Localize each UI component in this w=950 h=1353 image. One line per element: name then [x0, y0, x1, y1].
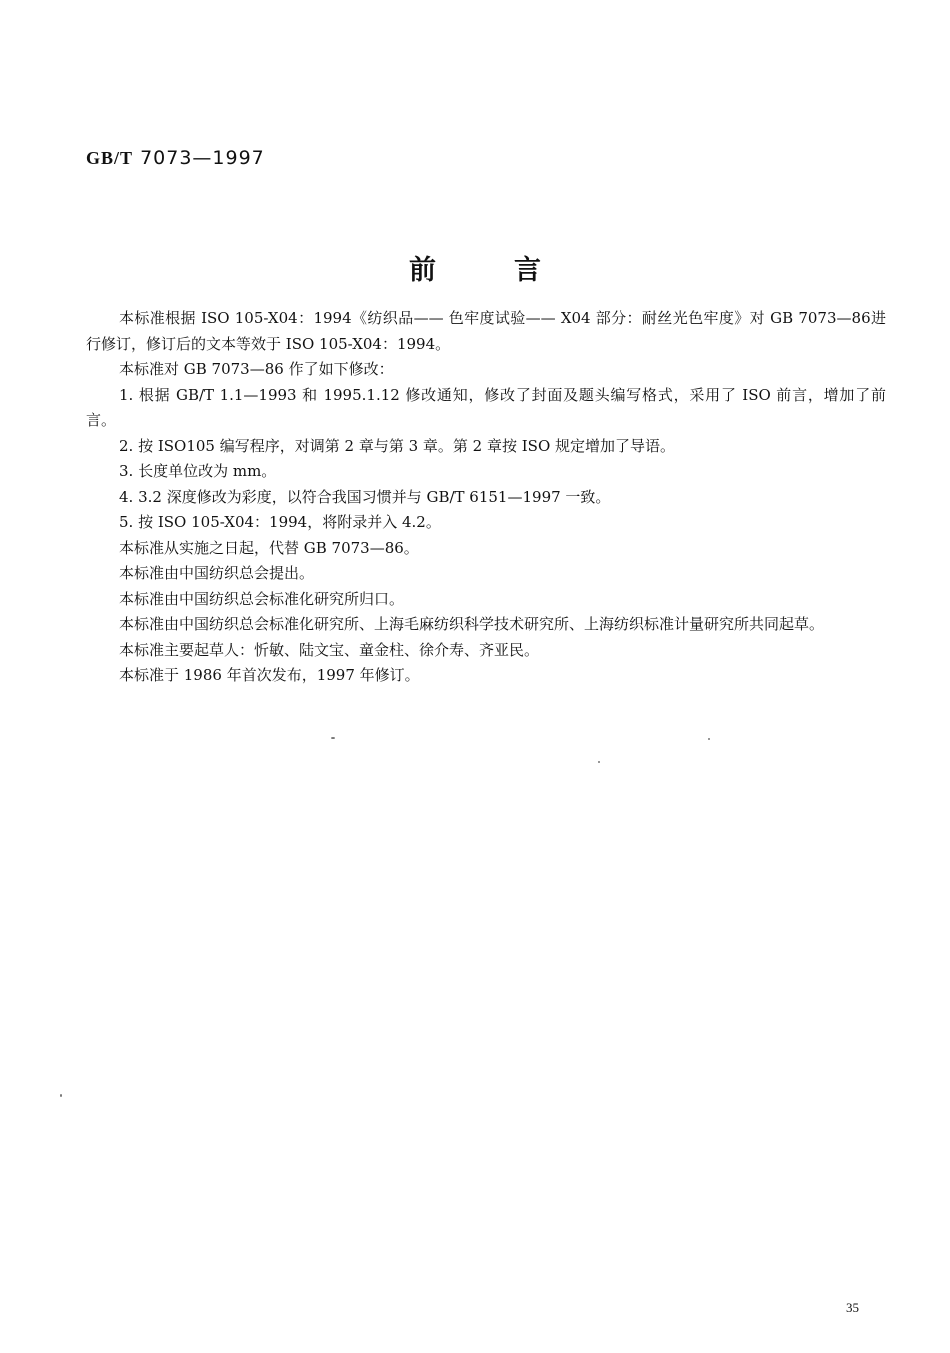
standard-prefix: GB/T [86, 148, 134, 168]
paragraph-change-4: 4. 3.2 深度修改为彩度，以符合我国习惯并与 GB/T 6151—1997 一致。 [119, 487, 611, 506]
paragraph-change-2: 2. 按 ISO105 编写程序，对调第 2 章与第 3 章。第 2 章按 ISO 规定增加了导语。 [119, 436, 676, 455]
scan-speck [598, 761, 600, 763]
standard-number [86, 147, 265, 169]
scan-speck [331, 737, 335, 739]
paragraph-drafters: 本标准主要起草人：忻敏、陆文宝、童金柱、徐介寿、齐亚民。 [119, 640, 540, 659]
paragraph-change-5: 5. 按 ISO 105-X04：1994，将附录并入 4.2。 [119, 513, 441, 531]
foreword-body [86, 306, 886, 689]
page-title: 前言 [409, 255, 619, 286]
paragraph-basis: 本标准根据 ISO 105-X04：1994《纺织品—— 色牢度试验—— X04 部分：耐丝光色牢度》对 GB 7073—86进行修订，修订后的文本等效于 ISO 105-X04：1994。 [86, 309, 886, 353]
paragraph-changes-intro: 本标准对 GB 7073—86 作了如下修改： [119, 360, 394, 378]
scan-speck [60, 1094, 62, 1097]
paragraph-administered-by: 本标准由中国纺织总会标准化研究所归口。 [119, 589, 405, 608]
paragraph-replaces: 本标准从实施之日起，代替 GB 7073—86。 [119, 538, 419, 557]
standard-code: 7073—1997 [140, 147, 265, 169]
paragraph-change-1: 1. 根据 GB/T 1.1—1993 和 1995.1.12 修改通知，修改了封面及题头编写格式，采用了 ISO 前言，增加了前言。 [86, 385, 886, 429]
paragraph-change-3: 3. 长度单位改为 mm。 [119, 462, 277, 480]
paragraph-history: 本标准于 1986 年首次发布，1997 年修订。 [119, 666, 420, 684]
paragraph-drafted-by: 本标准由中国纺织总会标准化研究所、上海毛麻纺织科学技术研究所、上海纺织标准计量研究所共同起草。 [119, 615, 825, 633]
scan-speck [708, 738, 710, 740]
paragraph-proposed-by: 本标准由中国纺织总会提出。 [119, 564, 315, 582]
page-number: 35 [846, 1300, 859, 1315]
